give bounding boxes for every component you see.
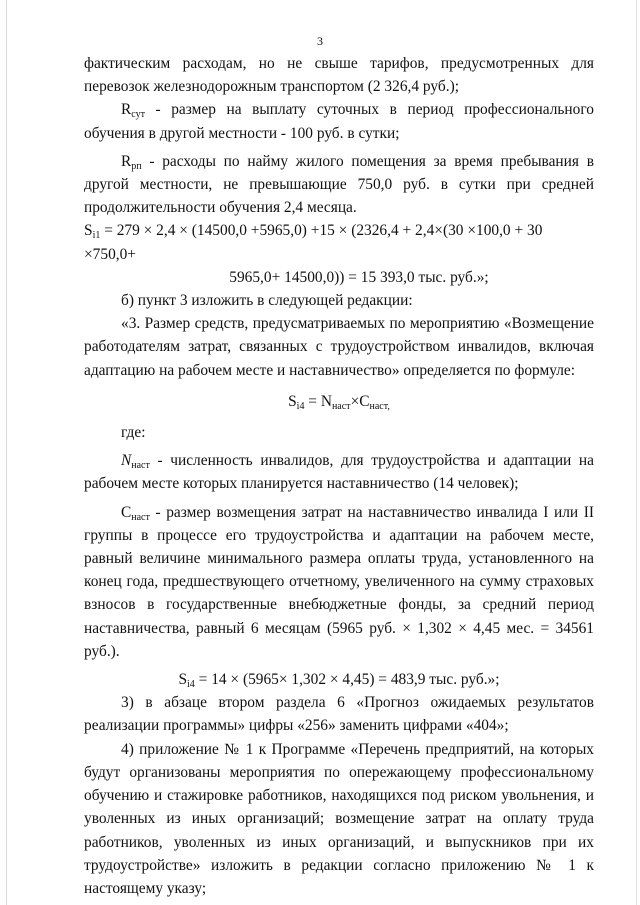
formula-s-i1-line2: 5965,0+ 14500,0)) = 15 393,0 тыс. руб.»; [229, 268, 489, 286]
formula-times-c: ×C [350, 392, 370, 410]
subscript-i4: i4 [187, 679, 195, 691]
symbol-n: N [121, 452, 132, 470]
symbol-c: C [121, 503, 132, 521]
formula-s-i4 [84, 390, 594, 413]
paragraph-r-sut-text: - размер на выплату суточных в период профессионального обучения в другой местности - 100 руб. в сутки; [84, 101, 594, 142]
page-number: 3 [317, 34, 323, 48]
paragraph-continuation: фактическим расходам, но не свыше тарифов, предусмотренных для перевозок железнодорожным транспортом (2 326,4 руб.); [84, 55, 594, 96]
paragraph-item-4-appendix: 4) приложение № 1 к Программе «Перечень предприятий, на которых будут организованы мероприятия по опережающему профессиональному обучению и стажировке работников, находящихся под риском увольнения, и уволенных из иных организаций; возмещение затрат на оплату труда работников, уволенных из иных организаций, и выпускников при их трудоустройстве» изложить в редакции согласно приложению № 1 к настоящему указу; [84, 740, 594, 897]
formula-s-i4-result-text: = 14 × (5965× 1,302 × 4,45) = 483,9 тыс. руб.»; [194, 671, 500, 689]
paragraph-item-3: «3. Размер средств, предусматриваемых по мероприятию «Возмещение работодателям затрат, связанных с трудоустройством инвалидов, включая адаптацию на рабочем месте и наставничество» определяется по формуле: [84, 315, 594, 379]
subscript-nast: наст [331, 400, 351, 412]
paragraph-r-rp-text: - расходы по найму жилого помещения за время пребывания в другой местности, не превышающие 750,0 руб. в сутки при средней продолжительности обучения 2,4 месяца. [84, 152, 594, 217]
symbol-s: S [288, 392, 297, 410]
subscript-rp: рп [131, 160, 142, 172]
paragraph-n-nast-text: - численность инвалидов, для трудоустройства и адаптации на рабочем месте которых планируется наставничество (14 человек); [84, 452, 594, 493]
symbol-s: S [84, 222, 93, 240]
paragraph-b-item: б) пункт 3 изложить в следующей редакции: [121, 292, 413, 310]
symbol-r: R [121, 152, 132, 170]
symbol-r: R [121, 101, 132, 119]
paragraph-item-3-section6: 3) в абзаце втором раздела 6 «Прогноз ожидаемых результатов реализации программы» цифры «256» заменить цифрами «404»; [84, 694, 594, 735]
paragraph-where: где: [121, 424, 146, 442]
subscript-i1: i1 [92, 230, 101, 242]
formula-eq-n: = N [304, 392, 332, 410]
paragraph-c-nast [84, 501, 594, 663]
subscript-i4: i4 [296, 400, 305, 412]
formula-s-i1 [84, 219, 594, 265]
symbol-s: S [178, 671, 188, 689]
document-body [84, 52, 594, 900]
scan-edge-left [6, 0, 7, 905]
paragraph-c-nast-text: - размер возмещения затрат на наставничество инвалида I или II группы в процессе его трудоустройства и адаптации на рабочем месте, равный величине минимального размера оплаты труда, установленного на конец года, предшествующего отчетному, увеличенного на сумму страховых взносов в государственные внебюджетные фонды, за средний период наставничества, равный 6 месяцам (5965 руб. × 1,302 × 4,45 мес. = 34561 руб.). [84, 503, 594, 660]
paragraph-r-rp [84, 150, 594, 220]
formula-s-i4-result [84, 668, 594, 691]
subscript-nast: наст [131, 460, 150, 472]
paragraph-r-sut [84, 98, 594, 144]
subscript-nast: наст, [369, 400, 390, 412]
subscript-nast: наст [131, 511, 150, 523]
subscript-sut: сут [131, 109, 145, 121]
formula-s-i1-line1: = 279 × 2,4 × (14500,0 +5965,0) +15 × (2326,4 + 2,4×(30 ×100,0 + 30 ×750,0+ [84, 222, 543, 263]
scan-edge-right [636, 0, 637, 905]
paragraph-n-nast [84, 449, 594, 495]
